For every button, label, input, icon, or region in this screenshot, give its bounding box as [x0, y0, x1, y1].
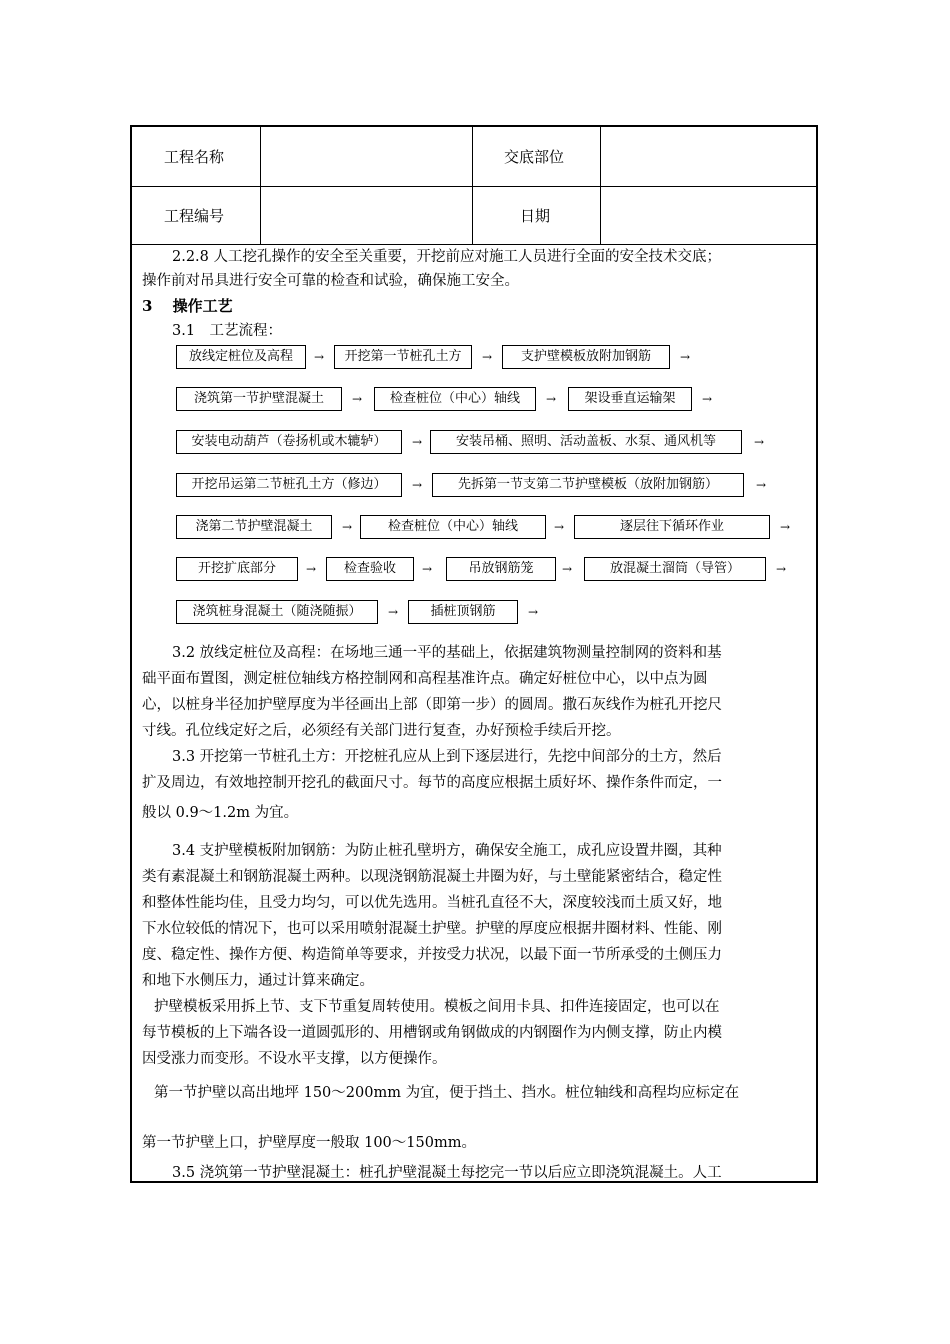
- text-line: 类有素混凝土和钢筋混凝土两种。以现浇钢筋混凝土井圈为好，与土壁能紧密结合，稳定性: [142, 869, 722, 885]
- text-line: 第一节护壁以高出地坪 150～200mm 为宜，便于挡土、挡水。桩位轴线和高程均应标定在: [154, 1085, 740, 1101]
- flow-arrow: →: [422, 562, 433, 576]
- flow-arrow: →: [388, 605, 399, 619]
- text-line: 般以 0.9～1.2m 为宜。: [142, 805, 299, 821]
- flow-arrow: →: [306, 562, 317, 576]
- project-no-label: 工程编号: [164, 207, 225, 225]
- text-line: 因受涨力而变形。不设水平支撑，以方便操作。: [142, 1051, 447, 1067]
- text-line: 3.2 放线定桩位及高程：在场地三通一平的基础上，依据建筑物测量控制网的资料和基: [172, 645, 722, 661]
- flow-arrow: →: [776, 562, 787, 576]
- flow-step: 检查验收: [326, 557, 414, 581]
- flow-step: 支护壁模板放附加钢筋: [502, 345, 670, 369]
- text-line: 度、稳定性、操作方便、构造简单等要求，并按受力状况，以最下面一节所承受的土侧压力: [142, 947, 722, 963]
- text-line: 操作前对吊具进行安全可靠的检查和试验，确保施工安全。: [142, 273, 519, 289]
- flow-step: 浇筑桩身混凝土（随浇随振）: [176, 600, 378, 624]
- text-line: 础平面布置图，测定桩位轴线方格控制网和高程基准许点。确定好桩位中心，以中点为圆: [142, 671, 708, 687]
- flow-arrow: →: [528, 605, 539, 619]
- text-line: 3.5 浇筑第一节护壁混凝土：桩孔护壁混凝土每挖完一节以后应立即浇筑混凝土。人工: [172, 1165, 722, 1181]
- flow-step: 检查桩位（中心）轴线: [374, 387, 536, 411]
- text-line: 每节模板的上下端各设一道圆弧形的、用槽钢或角钢做成的内钢圈作为内侧支撑，防止内模: [142, 1025, 722, 1041]
- text-line: 和地下水侧压力，通过计算来确定。: [142, 973, 374, 989]
- project-name-label: 工程名称: [164, 148, 225, 166]
- flow-arrow: →: [562, 562, 573, 576]
- flow-step: 开挖扩底部分: [176, 557, 298, 581]
- section-number: 3: [142, 297, 153, 315]
- header-row-2: [132, 186, 816, 245]
- subsection-title: 3.1 工艺流程：: [172, 323, 283, 339]
- flow-step: 吊放钢筋笼: [446, 557, 556, 581]
- flow-arrow: →: [352, 392, 363, 406]
- text-line: 第一节护壁上口，护壁厚度一般取 100～150mm。: [142, 1135, 476, 1151]
- flow-arrow: →: [342, 520, 353, 534]
- flow-step: 放线定桩位及高程: [176, 345, 306, 369]
- text-line: 心，以桩身半径加护壁厚度为半径画出上部（即第一步）的圆周。撒石灰线作为桩孔开挖尺: [142, 697, 722, 713]
- flow-arrow: →: [702, 392, 713, 406]
- flow-step: 放混凝土溜筒（导管）: [584, 557, 766, 581]
- text-line: 寸线。孔位线定好之后，必须经有关部门进行复查，办好预检手续后开挖。: [142, 723, 621, 739]
- flow-step: 插桩顶钢筋: [408, 600, 518, 624]
- header-divider: [472, 127, 473, 244]
- flow-step: 架设垂直运输架: [568, 387, 692, 411]
- flow-arrow: →: [546, 392, 557, 406]
- section-title: 操作工艺: [172, 297, 233, 315]
- text-line: 扩及周边，有效地控制开挖孔的截面尺寸。每节的高度应根据土质好坏、操作条件而定，一: [142, 775, 722, 791]
- text-line: 3.3 开挖第一节桩孔土方：开挖桩孔应从上到下逐层进行，先挖中间部分的土方，然后: [172, 749, 722, 765]
- flow-step: 安装吊桶、照明、活动盖板、水泵、通风机等: [430, 430, 742, 454]
- text-line: 3.4 支护壁模板附加钢筋：为防止桩孔壁坍方，确保安全施工，成孔应设置井圈，其种: [172, 843, 722, 859]
- flow-arrow: →: [314, 350, 325, 364]
- handover-sheet: [130, 125, 818, 1183]
- text-line: 和整体性能均佳，且受力均匀，可以优先选用。当桩孔直径不大，深度较浅而土质又好，地: [142, 895, 722, 911]
- flow-arrow: →: [680, 350, 691, 364]
- header-divider: [600, 127, 601, 244]
- section-heading: [142, 295, 233, 316]
- flow-step: 逐层往下循环作业: [574, 515, 770, 539]
- text-line: 护壁模板采用拆上节、支下节重复周转使用。模板之间用卡具、扣件连接固定，也可以在: [154, 999, 720, 1015]
- flow-step: 先拆第一节支第二节护壁模板（放附加钢筋）: [432, 473, 744, 497]
- flow-step: 安装电动葫芦（卷扬机或木辘轳）: [176, 430, 402, 454]
- text-line: 2.2.8 人工挖孔操作的安全至关重要，开挖前应对施工人员进行全面的安全技术交底；: [172, 249, 722, 265]
- flow-arrow: →: [412, 435, 423, 449]
- header-row-1: [132, 127, 816, 187]
- flow-arrow: →: [754, 435, 765, 449]
- handover-part-label: 交底部位: [504, 148, 565, 166]
- flow-arrow: →: [756, 478, 767, 492]
- date-label: 日期: [520, 207, 551, 225]
- flow-step: 检查桩位（中心）轴线: [360, 515, 546, 539]
- flow-step: 开挖吊运第二节桩孔土方（修边）: [176, 473, 402, 497]
- flow-arrow: →: [482, 350, 493, 364]
- flow-step: 浇筑第一节护壁混凝土: [176, 387, 342, 411]
- flow-arrow: →: [780, 520, 791, 534]
- text-line: 下水位较低的情况下，也可以采用喷射混凝土护壁。护壁的厚度应根据井圈材料、性能、刚: [142, 921, 722, 937]
- flow-step: 开挖第一节桩孔土方: [334, 345, 472, 369]
- header-divider: [260, 127, 261, 244]
- flow-arrow: →: [554, 520, 565, 534]
- flow-arrow: →: [412, 478, 423, 492]
- flow-step: 浇第二节护壁混凝土: [176, 515, 332, 539]
